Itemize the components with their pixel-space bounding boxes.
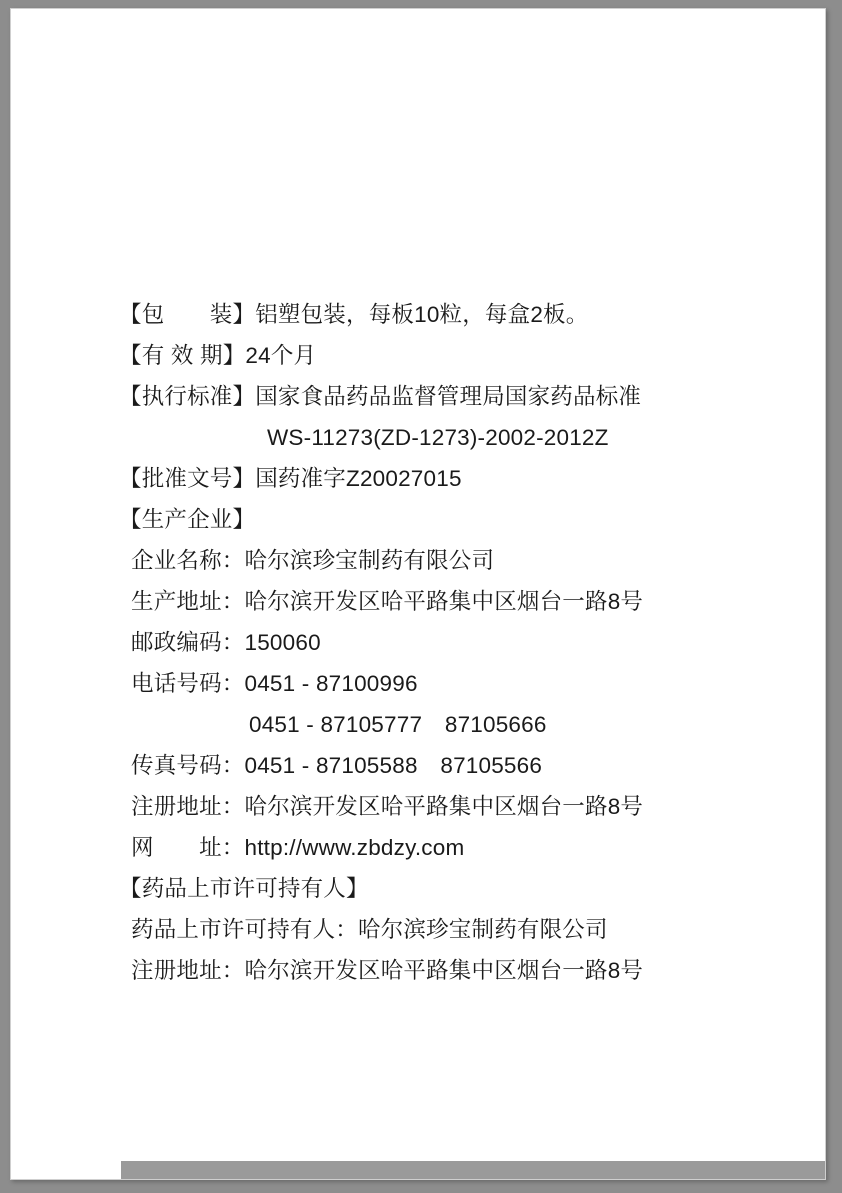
line-manufacturer-heading: 【生产企业】 bbox=[119, 507, 256, 532]
line-website: 网 址：http://www.zbdzy.com bbox=[131, 835, 465, 860]
line-mah-name: 药品上市许可持有人：哈尔滨珍宝制药有限公司 bbox=[131, 917, 608, 942]
footer-bar bbox=[121, 1161, 826, 1179]
line-standard-code: WS-11273(ZD-1273)-2002-2012Z bbox=[267, 425, 609, 450]
line-mah-address: 注册地址：哈尔滨开发区哈平路集中区烟台一路8号 bbox=[131, 958, 644, 983]
drug-label-text-block bbox=[119, 294, 779, 991]
line-standard: 【执行标准】国家食品药品监督管理局国家药品标准 bbox=[119, 384, 642, 409]
line-mah-heading: 【药品上市许可持有人】 bbox=[119, 876, 369, 901]
line-factory-address: 生产地址：哈尔滨开发区哈平路集中区烟台一路8号 bbox=[131, 589, 644, 614]
line-telephone-continued: 0451 - 87105777 87105666 bbox=[249, 712, 547, 737]
line-approval-number: 【批准文号】国药准字Z20027015 bbox=[119, 466, 462, 491]
line-telephone: 电话号码：0451 - 87100996 bbox=[131, 671, 418, 696]
line-shelf-life: 【有 效 期】24个月 bbox=[119, 343, 317, 368]
line-registered-address: 注册地址：哈尔滨开发区哈平路集中区烟台一路8号 bbox=[131, 794, 644, 819]
line-company-name: 企业名称：哈尔滨珍宝制药有限公司 bbox=[131, 548, 495, 573]
line-postal-code: 邮政编码：150060 bbox=[131, 630, 321, 655]
document-page bbox=[10, 8, 826, 1180]
line-fax: 传真号码：0451 - 87105588 87105566 bbox=[131, 753, 543, 778]
line-packaging: 【包 装】铝塑包装，每板10粒，每盒2板。 bbox=[119, 302, 589, 327]
